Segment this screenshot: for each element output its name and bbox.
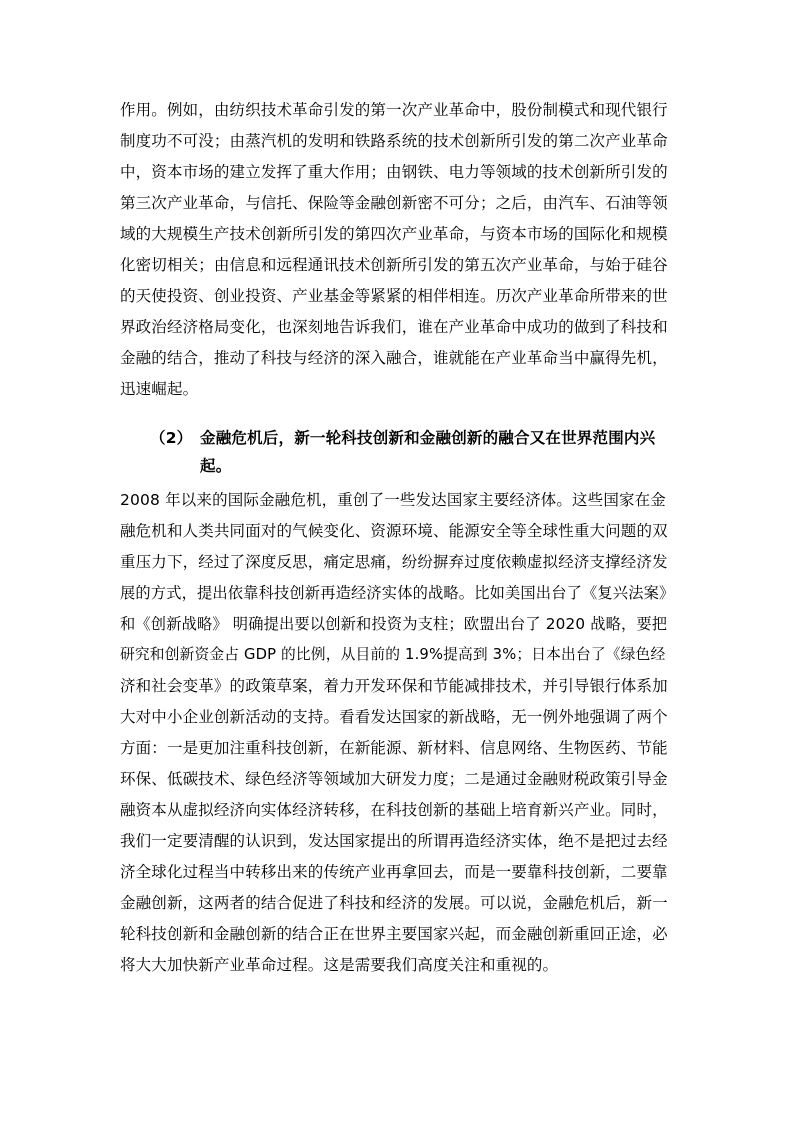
text-line: 制度功不可没；由蒸汽机的发明和铁路系统的技术创新所引发的第二次产业革命 <box>120 132 668 150</box>
text-line: 重压力下，经过了深度反思，痛定思痛，纷纷摒弃过度依赖虚拟经济支撑经济发 <box>120 553 668 571</box>
text-line: 金融的结合，推动了科技与经济的深入融合，谁就能在产业革命当中赢得先机， <box>120 349 668 367</box>
text-line: 融资本从虚拟经济向实体经济转移，在科技创新的基础上培育新兴产业。同时， <box>120 801 668 819</box>
text-line: 济和社会变革》的政策草案，着力开发环保和节能减排技术，并引导银行体系加 <box>120 677 668 695</box>
text-line: 展的方式，提出依靠科技创新再造经济实体的战略。比如美国出台了《复兴法案》 <box>120 584 675 602</box>
text-line: 作用。例如，由纺织技术革命引发的第一次产业革命中，股份制模式和现代银行 <box>120 101 668 119</box>
text-line: 研究和创新资金占 GDP 的比例，从目前的 1.9%提高到 3%；日本出台了《绿色经 <box>120 646 666 663</box>
text-line: 界政治经济格局变化，也深刻地告诉我们，谁在产业革命中成功的做到了科技和 <box>120 318 668 336</box>
text-line: 方面：一是更加注重科技创新，在新能源、新材料、信息网络、生物医药、节能 <box>120 739 668 757</box>
text-line: 金融创新，这两者的结合促进了科技和经济的发展。可以说，金融危机后，新一 <box>120 894 668 912</box>
text-line: 轮科技创新和金融创新的结合正在世界主要国家兴起，而金融创新重回正途，必 <box>120 925 668 943</box>
text-line: 的天使投资、创业投资、产业基金等紧紧的相伴相连。历次产业革命所带来的世 <box>120 287 668 305</box>
heading-text-line: 起。 <box>200 457 232 475</box>
text-line: 第三次产业革命，与信托、保险等金融创新密不可分；之后，由汽车、石油等领 <box>120 194 668 212</box>
heading-text-line: 金融危机后，新一轮科技创新和金融创新的融合又在世界范围内兴 <box>200 429 656 447</box>
text-line: 融危机和人类共同面对的气候变化、资源环境、能源安全等全球性重大问题的双 <box>120 522 668 540</box>
text-line: 域的大规模生产技术创新所引发的第四次产业革命，与资本市场的国际化和规模 <box>120 225 668 243</box>
text-line: 我们一定要清醒的认识到，发达国家提出的所谓再造经济实体，绝不是把过去经 <box>120 832 668 850</box>
heading-number: （2） <box>150 429 193 447</box>
text-line: 2008 年以来的国际金融危机，重创了一些发达国家主要经济体。这些国家在金 <box>120 491 666 509</box>
text-line: 济全球化过程当中转移出来的传统产业再拿回去，而是一要靠科技创新，二要靠 <box>120 863 668 881</box>
text-line: 化密切相关；由信息和远程通讯技术创新所引发的第五次产业革命，与始于硅谷 <box>120 256 668 274</box>
text-line: 和《创新战略》 明确提出要以创新和投资为支柱；欧盟出台了 2020 战略，要把 <box>120 615 668 633</box>
text-line: 中，资本市场的建立发挥了重大作用；由钢铁、电力等领域的技术创新所引发的 <box>120 163 668 181</box>
text-line: 环保、低碳技术、绿色经济等领域加大研发力度；二是通过金融财税政策引导金 <box>120 770 668 788</box>
text-line: 迅速崛起。 <box>120 380 199 398</box>
text-line: 将大大加快新产业革命过程。这是需要我们高度关注和重视的。 <box>120 956 559 974</box>
text-line: 大对中小企业创新活动的支持。看看发达国家的新战略，无一例外地强调了两个 <box>120 708 668 726</box>
